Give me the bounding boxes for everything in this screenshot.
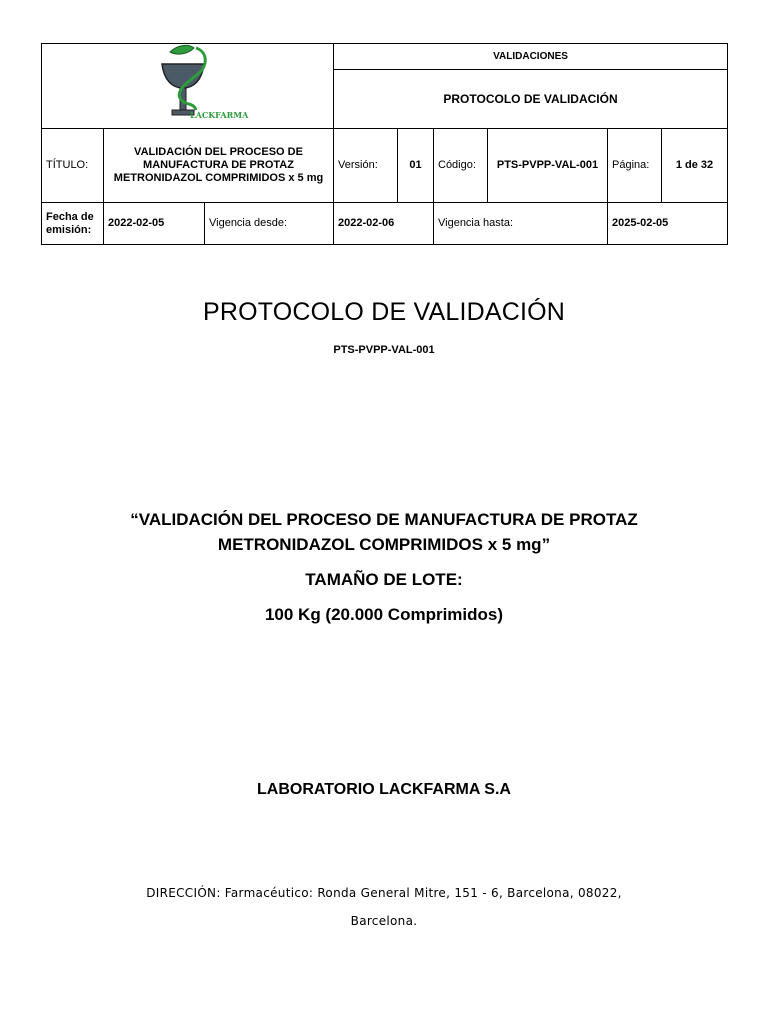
document-type-cell: PROTOCOLO DE VALIDACIÓN <box>334 70 728 129</box>
main-title-line-1: “VALIDACIÓN DEL PROCESO DE MANUFACTURA DE PROTAZ <box>130 510 638 529</box>
code-value: PTS-PVPP-VAL-001 <box>488 129 608 203</box>
department-cell: VALIDACIONES <box>334 44 728 70</box>
document-title: PROTOCOLO DE VALIDACIÓN <box>202 298 566 326</box>
lot-size-value: 100 Kg (20.000 Comprimidos) <box>264 605 504 624</box>
title-value: VALIDACIÓN DEL PROCESO DE MANUFACTURA DE PROTAZ METRONIDAZOL COMPRIMIDOS x 5 mg <box>104 129 334 203</box>
version-value: 01 <box>398 129 434 203</box>
main-title-line-2: METRONIDAZOL COMPRIMIDOS x 5 mg” <box>217 535 551 554</box>
title-label: TÍTULO: <box>42 129 104 203</box>
code-label: Código: <box>434 129 488 203</box>
logo-text: LACKFARMA <box>189 110 248 120</box>
valid-until-label: Vigencia hasta: <box>434 203 608 245</box>
valid-until-value: 2025-02-05 <box>608 203 728 245</box>
address-line-1: DIRECCIÓN: Farmacéutico: Ronda General Mitre, 151 - 6, Barcelona, 08022, <box>146 886 622 900</box>
page-value: 1 de 32 <box>662 129 728 203</box>
version-label: Versión: <box>334 129 398 203</box>
main-title <box>0 507 768 557</box>
valid-from-value: 2022-02-06 <box>334 203 434 245</box>
address-line-2: Barcelona. <box>350 914 418 928</box>
laboratory-name: LABORATORIO LACKFARMA S.A <box>257 781 511 798</box>
document-code: PTS-PVPP-VAL-001 <box>333 344 435 356</box>
document-header-table <box>41 43 728 245</box>
pharmacy-logo-icon <box>118 44 258 124</box>
page-label: Página: <box>608 129 662 203</box>
lot-size-label: TAMAÑO DE LOTE: <box>305 570 463 589</box>
issue-date-value: 2022-02-05 <box>104 203 205 245</box>
issue-date-label: Fecha de emisión: <box>42 203 104 245</box>
logo-cell <box>42 44 334 129</box>
valid-from-label: Vigencia desde: <box>205 203 334 245</box>
